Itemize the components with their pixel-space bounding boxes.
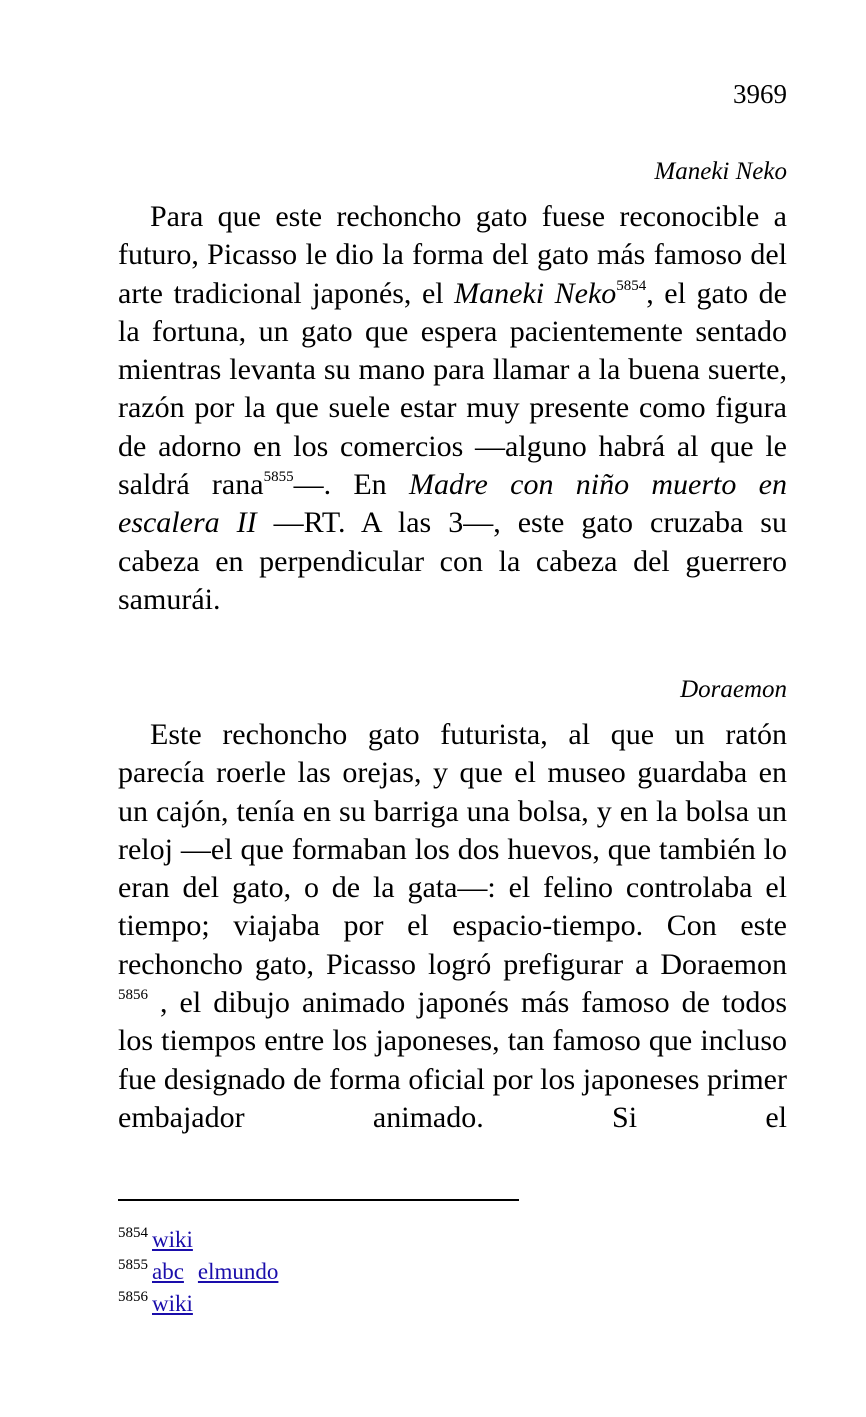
footnote-number: 5856 [118, 1289, 148, 1305]
footnote-number: 5855 [118, 1257, 148, 1273]
page-number: 3969 [733, 79, 787, 109]
footnote-ref[interactable]: 5854 [616, 277, 647, 294]
paragraph-maneki-neko [118, 198, 787, 619]
footnote-link-wiki[interactable]: wiki [152, 1227, 193, 1252]
text-run: , el dibujo animado japonés más famoso de todos los tiempos entre los japoneses, tan famoso que incluso fue designado de forma oficial por los japoneses primer embajador animado. Si el [118, 986, 787, 1134]
text-run: —. En [293, 468, 409, 502]
text-run: , el gato de la fortuna, un gato que espera pacientemente sentado mientras levanta su mano para llamar a la buena suerte, razón por la que suele estar muy presente como figura de adorno en los comercios —alguno habrá al que le saldrá rana [118, 276, 787, 502]
section-title-doraemon: Doraemon [680, 676, 787, 703]
italic-term: Maneki Neko [454, 276, 617, 310]
footnote-link-elmundo[interactable]: elmundo [197, 1259, 279, 1284]
footnote-5854 [118, 1220, 207, 1253]
text-run: Este rechoncho gato futurista, al que un ratón parecía roerle las orejas, y que el museo guardaba en un cajón, tenía en su barriga una bolsa, y en la bolsa un reloj —el que formaban los dos huevos, que también lo eran del gato, o de la gata—: el felino controlaba el tiempo; viajaba por el espacio-tiempo. Con este rechoncho gato, Picasso logró prefigurar a Doraemon [118, 718, 787, 981]
footnote-link-abc[interactable]: abc [152, 1259, 184, 1284]
footnote-number: 5854 [118, 1225, 148, 1241]
footnote-divider [118, 1199, 519, 1201]
footnote-ref[interactable]: 5855 [263, 469, 294, 486]
text-run: —RT. A las 3—, este gato cruzaba su cabeza en perpendicular con la cabeza del guerrero samurái. [118, 506, 787, 616]
text-run: Para que este rechoncho gato fuese reconocible a futuro, Picasso le dio la forma del gato más famoso del arte tradicional japonés, el [118, 200, 787, 310]
section-title-maneki-neko: Maneki Neko [654, 158, 787, 185]
footnote-5856 [118, 1284, 207, 1317]
paragraph-doraemon [118, 716, 787, 1137]
footnote-ref[interactable]: 5856 [118, 987, 148, 1004]
italic-artwork-title: Madre con niño muerto en escalera II [118, 468, 787, 540]
footnote-5855 [118, 1252, 292, 1285]
footnote-link-wiki[interactable]: wiki [152, 1291, 193, 1316]
